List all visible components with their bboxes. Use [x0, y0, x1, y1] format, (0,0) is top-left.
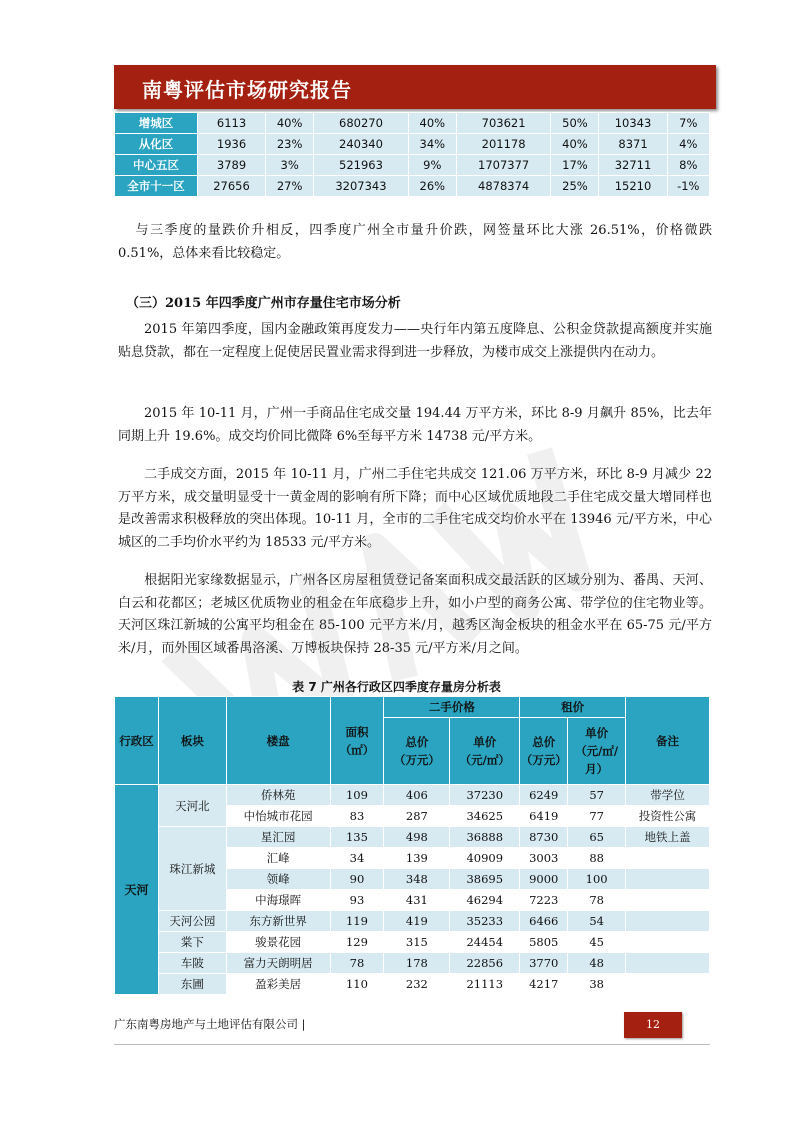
table-cell: 中怡城市花园	[226, 806, 330, 827]
table-cell: 498	[384, 827, 450, 848]
table-cell: 34%	[408, 134, 456, 155]
column-header-rent-unit: 单价 （元/㎡/月）	[568, 718, 626, 785]
table-cell: 3003	[520, 848, 568, 869]
paragraph-summary	[118, 220, 712, 265]
table-cell	[626, 953, 710, 974]
column-header-second-hand: 二手价格	[384, 697, 520, 718]
table-cell: 77	[568, 806, 626, 827]
table-cell: 投资性公寓	[626, 806, 710, 827]
table-cell	[626, 890, 710, 911]
block-cell: 珠江新城	[158, 827, 226, 911]
table-cell: 521963	[314, 155, 409, 176]
page-number: 12	[624, 1012, 682, 1038]
table-cell: 78	[330, 953, 384, 974]
table-cell: 21113	[450, 974, 520, 995]
table-cell: 129	[330, 932, 384, 953]
paragraph-text: 与三季度的量跌价升相反，四季度广州全市量升价跌，网签量环比大涨 26.51%，价格微跌 0.51%，总体来看比较稳定。	[118, 223, 712, 261]
table-cell: 37230	[450, 785, 520, 806]
paragraph-text: 2015 年第四季度，国内金融政策再度发力——央行年内第五度降息、公积金贷款提高额度并实施贴息贷款，都在一定程度上促使居民置业需求得到进一步释放，为楼市成交上涨提供内在动力。	[118, 322, 712, 360]
table-cell: 汇峰	[226, 848, 330, 869]
table-cell: 240340	[314, 134, 409, 155]
section-heading: （三）2015 年四季度广州市存量住宅市场分析	[126, 296, 401, 311]
table-cell: 27%	[266, 176, 314, 197]
column-header-total: 总价 （万元）	[384, 718, 450, 785]
table-cell: 201178	[456, 134, 551, 155]
table-cell: 17%	[551, 155, 599, 176]
table-cell: 9%	[408, 155, 456, 176]
paragraph-second-hand	[118, 464, 712, 554]
row-header: 中心五区	[115, 155, 198, 176]
table-cell: 419	[384, 911, 450, 932]
table-cell: 48	[568, 953, 626, 974]
table-cell: 78	[568, 890, 626, 911]
table-cell: 8730	[520, 827, 568, 848]
table-cell	[626, 974, 710, 995]
table-row	[115, 932, 710, 953]
table-cell: 287	[384, 806, 450, 827]
table-cell: 32711	[599, 155, 667, 176]
table-cell: 领峰	[226, 869, 330, 890]
table-cell: -1%	[667, 176, 709, 197]
table-cell: 1936	[198, 134, 266, 155]
table-cell: 178	[384, 953, 450, 974]
table-cell: 22856	[450, 953, 520, 974]
table-row	[115, 827, 710, 848]
table-cell: 星汇园	[226, 827, 330, 848]
table-row	[115, 974, 710, 995]
table-cell	[626, 848, 710, 869]
table-cell: 5805	[520, 932, 568, 953]
table-cell: 34625	[450, 806, 520, 827]
table-cell: 带学位	[626, 785, 710, 806]
report-title: 南粤评估市场研究报告	[142, 78, 352, 102]
table-cell: 57	[568, 785, 626, 806]
column-header-rent: 租价	[520, 697, 626, 718]
table-cell: 680270	[314, 113, 409, 134]
table-cell: 3789	[198, 155, 266, 176]
row-header: 增城区	[115, 113, 198, 134]
table-cell: 65	[568, 827, 626, 848]
table-cell: 135	[330, 827, 384, 848]
row-header: 全市十一区	[115, 176, 198, 197]
table-row	[115, 176, 710, 197]
table-cell: 3%	[266, 155, 314, 176]
table-cell: 富力天朗明居	[226, 953, 330, 974]
table-cell	[626, 932, 710, 953]
table-cell: 地铁上盖	[626, 827, 710, 848]
paragraph-new-homes	[118, 403, 712, 448]
table-cell: 232	[384, 974, 450, 995]
table-row	[115, 134, 710, 155]
table-cell: 6466	[520, 911, 568, 932]
table-cell: 骏景花园	[226, 932, 330, 953]
block-cell: 天河公园	[158, 911, 226, 932]
district-cell: 天河	[115, 785, 159, 995]
table-cell: 40909	[450, 848, 520, 869]
table-cell: 90	[330, 869, 384, 890]
table-cell: 50%	[551, 113, 599, 134]
table-cell: 38695	[450, 869, 520, 890]
table-cell: 406	[384, 785, 450, 806]
column-header-district: 行政区	[115, 697, 159, 785]
table-cell: 315	[384, 932, 450, 953]
table-cell: 24454	[450, 932, 520, 953]
table-cell: 8371	[599, 134, 667, 155]
paragraph-policy	[118, 319, 712, 364]
table-cell: 4217	[520, 974, 568, 995]
table-cell: 26%	[408, 176, 456, 197]
table-cell: 7%	[667, 113, 709, 134]
row-header: 从化区	[115, 134, 198, 155]
table-cell: 6113	[198, 113, 266, 134]
table-cell: 100	[568, 869, 626, 890]
table-cell: 83	[330, 806, 384, 827]
column-header-rent-total: 总价 （万元）	[520, 718, 568, 785]
table-cell: 10343	[599, 113, 667, 134]
table-cell: 23%	[266, 134, 314, 155]
table-cell: 东方新世界	[226, 911, 330, 932]
table-cell: 中海璟晖	[226, 890, 330, 911]
table-cell: 110	[330, 974, 384, 995]
block-cell: 东圃	[158, 974, 226, 995]
footer-divider	[114, 1044, 710, 1045]
table-row	[115, 785, 710, 806]
table-row	[115, 911, 710, 932]
table-cell: 4878374	[456, 176, 551, 197]
table-cell: 139	[384, 848, 450, 869]
block-cell: 天河北	[158, 785, 226, 827]
table-cell: 34	[330, 848, 384, 869]
paragraph-rental	[118, 570, 712, 660]
table-cell: 119	[330, 911, 384, 932]
tianhe-stock-table	[114, 696, 710, 995]
table-cell: 93	[330, 890, 384, 911]
footer-company: 广东南粤房地产与土地评估有限公司 |	[114, 1017, 306, 1031]
table-cell: 6249	[520, 785, 568, 806]
table-cell: 25%	[551, 176, 599, 197]
table-cell: 侨林苑	[226, 785, 330, 806]
table-cell: 1707377	[456, 155, 551, 176]
column-header-unit-price: 单价 （元/㎡）	[450, 718, 520, 785]
table-cell: 9000	[520, 869, 568, 890]
table-cell: 38	[568, 974, 626, 995]
table-cell: 348	[384, 869, 450, 890]
table-cell: 4%	[667, 134, 709, 155]
table-cell: 703621	[456, 113, 551, 134]
table-cell: 40%	[408, 113, 456, 134]
table-cell: 7223	[520, 890, 568, 911]
table-row	[115, 113, 710, 134]
table-cell: 6419	[520, 806, 568, 827]
table-caption: 表 7 广州各行政区四季度存量房分析表	[292, 680, 501, 694]
table-cell	[626, 911, 710, 932]
table-cell: 54	[568, 911, 626, 932]
table-cell: 35233	[450, 911, 520, 932]
table-cell: 3207343	[314, 176, 409, 197]
column-header-area: 面积 （㎡）	[330, 697, 384, 785]
table-cell: 盈彩美居	[226, 974, 330, 995]
table-cell: 109	[330, 785, 384, 806]
table-cell: 88	[568, 848, 626, 869]
table-cell: 40%	[551, 134, 599, 155]
block-cell: 棠下	[158, 932, 226, 953]
district-summary-table	[114, 112, 710, 197]
table-row	[115, 155, 710, 176]
column-header-note: 备注	[626, 697, 710, 785]
block-cell: 车陂	[158, 953, 226, 974]
column-header-estate: 楼盘	[226, 697, 330, 785]
table-cell: 431	[384, 890, 450, 911]
column-header-block: 板块	[158, 697, 226, 785]
table-cell: 45	[568, 932, 626, 953]
table-header-row	[115, 697, 710, 718]
table-cell	[626, 869, 710, 890]
table-cell: 8%	[667, 155, 709, 176]
table-cell: 3770	[520, 953, 568, 974]
paragraph-text: 二手成交方面，2015 年 10-11 月，广州二手住宅共成交 121.06 万平方米，环比 8-9 月减少 22 万平方米，成交量明显受十一黄金周的影响有所下降；而中心区域优质地段二手住宅成交量大增同样也是改善需求积极释放的突出体现。10-11 月，全市的二手住宅成交均价水平在 13946 元/平方米，中心城区的二手均价水平约为 18533 元/平方米。	[118, 467, 712, 550]
paragraph-text: 根据阳光家缘数据显示，广州各区房屋租赁登记备案面积成交最活跃的区域分别为、番禺、天河、白云和花都区；老城区优质物业的租金在年底稳步上升，如小户型的商务公寓、带学位的住宅物业等。天河区珠江新城的公寓平均租金在 85-100 元平方米/月，越秀区淘金板块的租金水平在 65-75 元/平方米/月，而外围区域番禺洛溪、万博板块保持 28-35 元/平方米/月之间。	[118, 573, 712, 656]
paragraph-text: 2015 年 10-11 月，广州一手商品住宅成交量 194.44 万平方米，环比 8-9 月飙升 85%，比去年同期上升 19.6%。成交均价同比微降 6%至每平方米 14738 元/平方米。	[118, 406, 712, 444]
table-cell: 36888	[450, 827, 520, 848]
table-cell: 46294	[450, 890, 520, 911]
table-cell: 27656	[198, 176, 266, 197]
table-cell: 40%	[266, 113, 314, 134]
table-cell: 15210	[599, 176, 667, 197]
table-row	[115, 953, 710, 974]
